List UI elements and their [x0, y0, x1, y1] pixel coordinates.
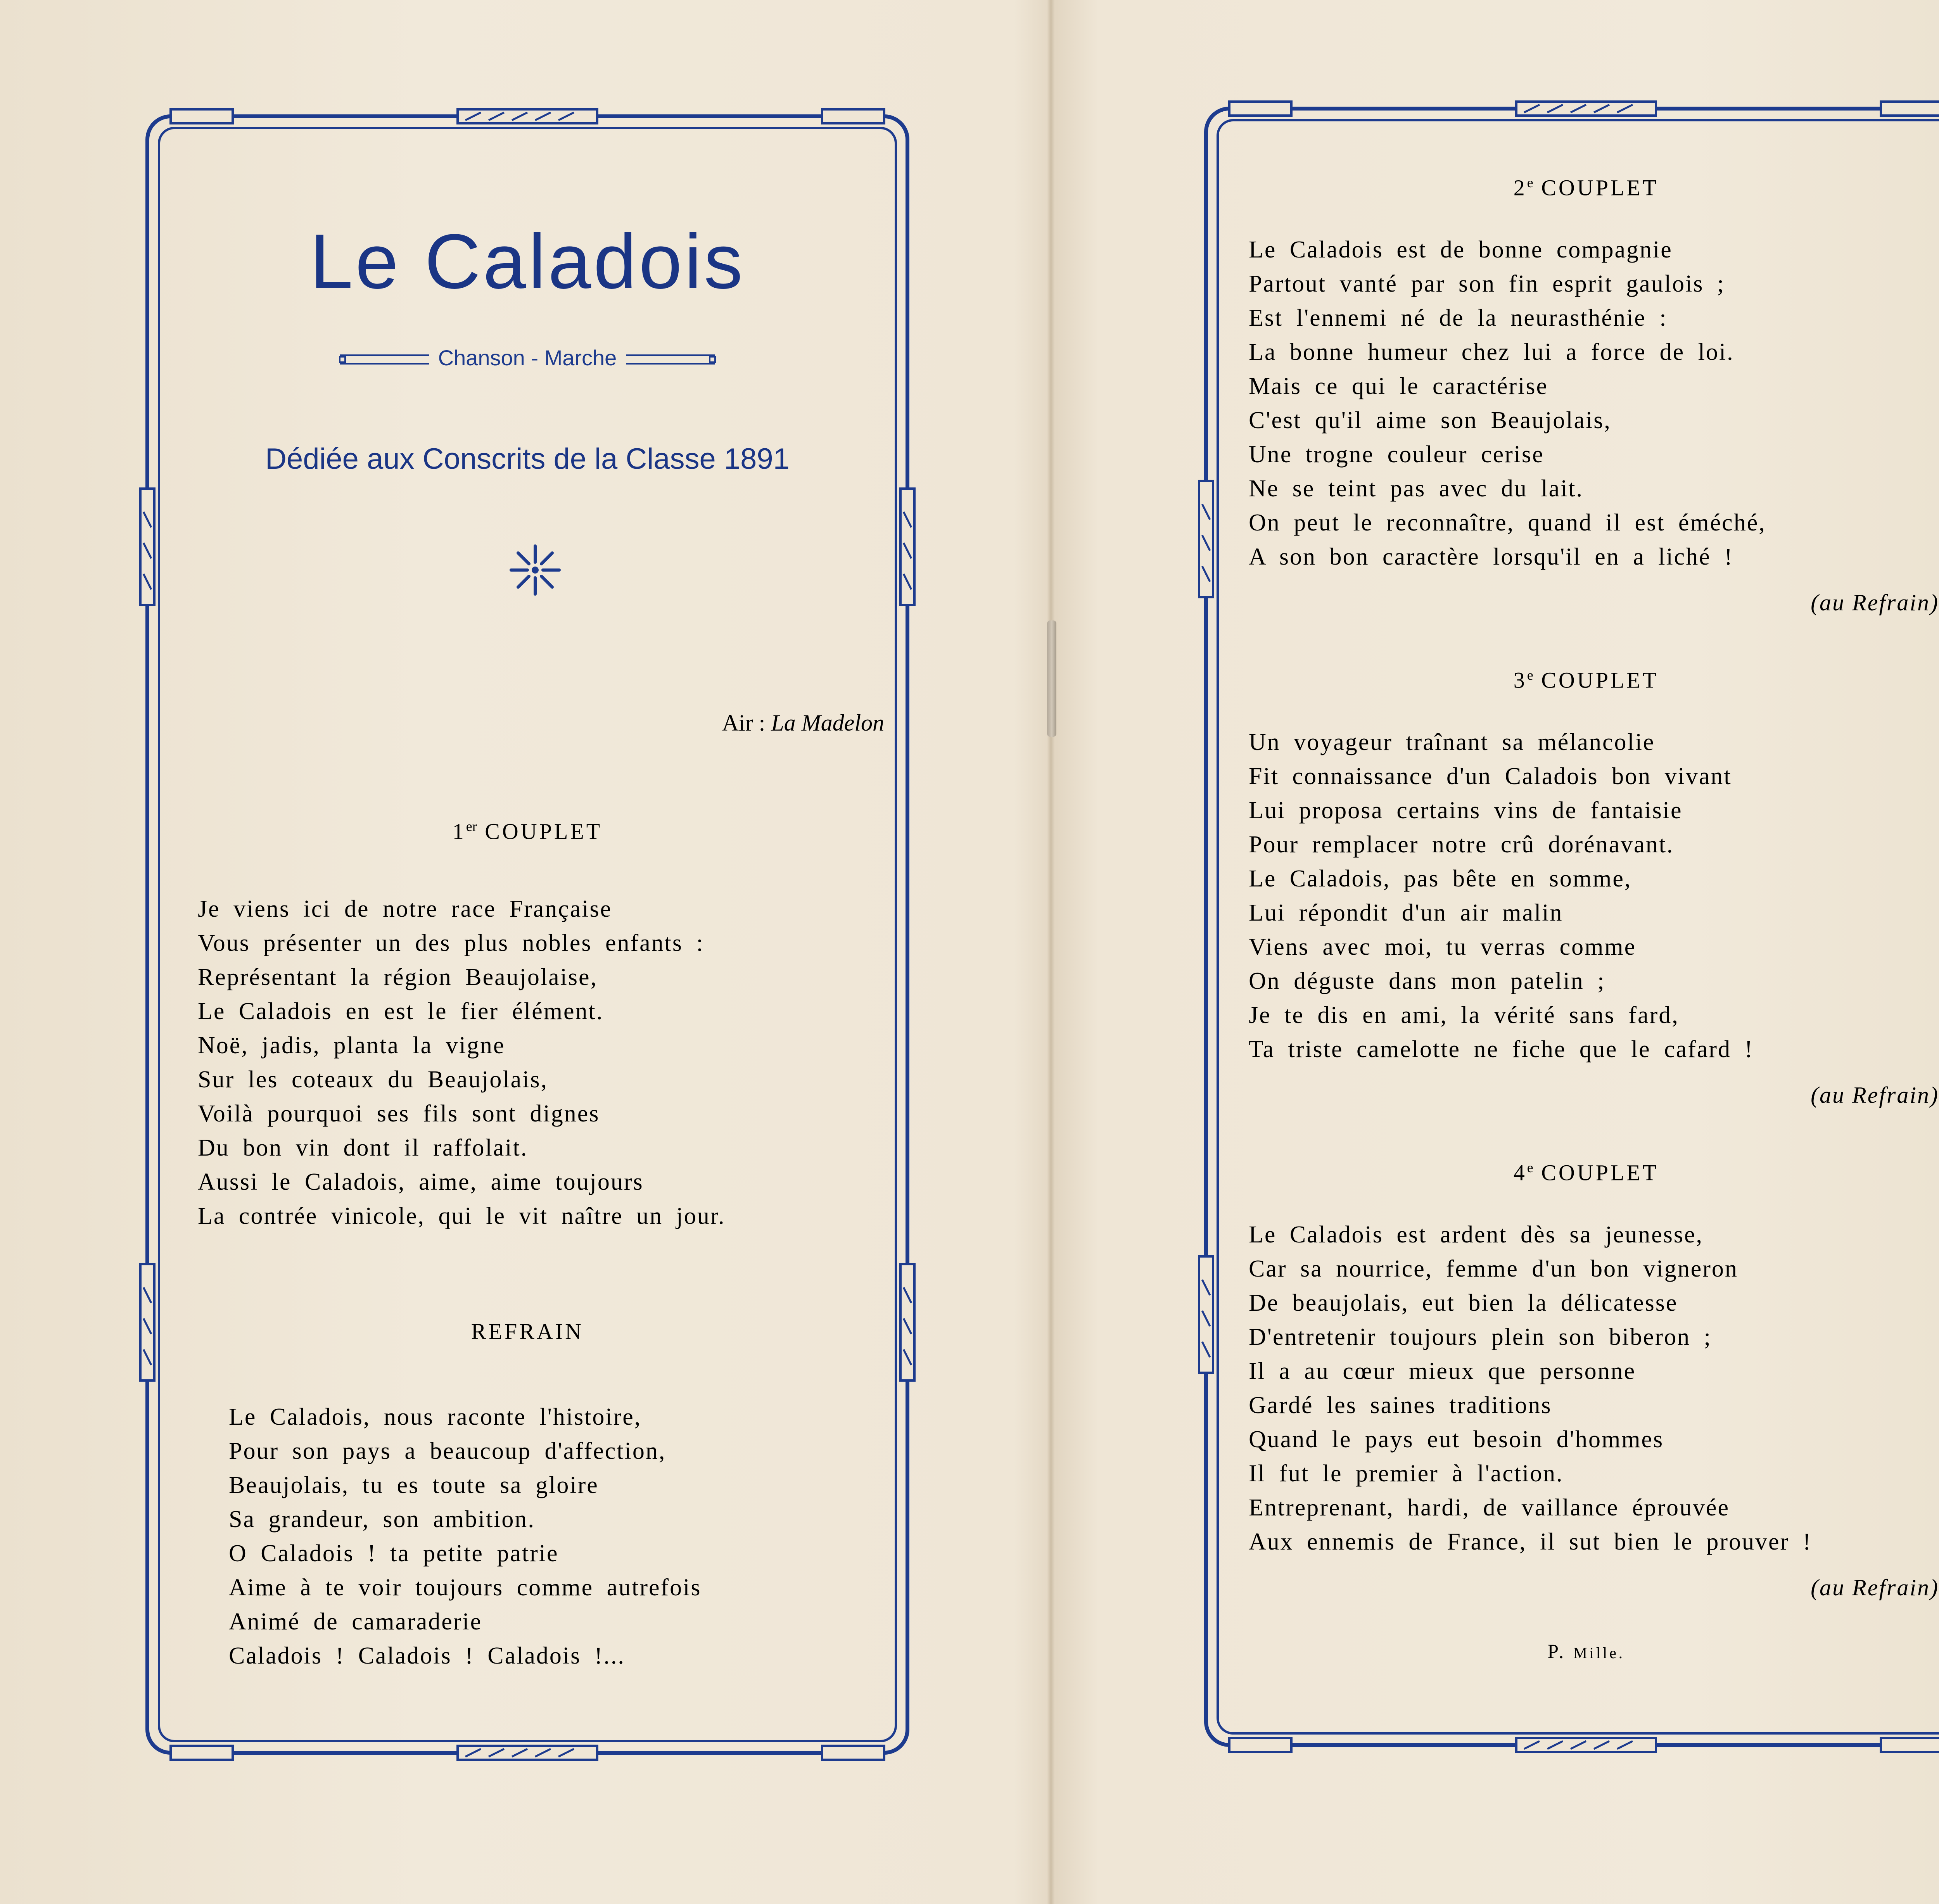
right-page [1191, 93, 1939, 1761]
couplet-2-verse [1249, 233, 1939, 574]
verse-line: Une trogne couleur cerise [1249, 441, 1544, 468]
couplet-4-number: 4 [1513, 1160, 1527, 1185]
verse-line: Beaujolais, tu es toute sa gloire [229, 1472, 599, 1498]
author-signature [1191, 1640, 1939, 1663]
couplet-3-word: COUPLET [1541, 667, 1659, 693]
verse-line: A son bon caractère lorsqu'il en a liché ! [1249, 544, 1733, 570]
verse-line: Je te dis en ami, la vérité sans fard, [1249, 1002, 1679, 1028]
couplet-1-ordinal: er [466, 819, 477, 834]
verse-line: Fit connaissance d'un Caladois bon vivant [1249, 763, 1732, 790]
couplet-2-number: 2 [1513, 175, 1527, 200]
verse-line: Sur les coteaux du Beaujolais, [198, 1066, 548, 1093]
left-page [132, 101, 923, 1768]
couplet-4-heading [1191, 1159, 1939, 1185]
verse-line: Animé de camaraderie [229, 1609, 482, 1635]
couplet-2-word: COUPLET [1541, 175, 1659, 200]
couplet-1-word: COUPLET [485, 819, 603, 844]
verse-line: Gardé les saines traditions [1249, 1392, 1552, 1418]
verse-line: Sa grandeur, son ambition. [229, 1506, 535, 1533]
couplet-2-ordinal: e [1527, 175, 1533, 190]
center-fold [1047, 0, 1055, 1904]
couplet-4-ordinal: e [1527, 1160, 1533, 1175]
couplet-3-ordinal: e [1527, 667, 1533, 683]
asterisk-flower-ornament [508, 543, 562, 597]
couplet-1-verse [198, 892, 907, 1233]
verse-line: Noë, jadis, planta la vigne [198, 1032, 505, 1059]
verse-line: C'est qu'il aime son Beaujolais, [1249, 407, 1611, 434]
refrain-heading: REFRAIN [471, 1319, 584, 1344]
refrain-verse [229, 1400, 907, 1673]
verse-line: Viens avec moi, tu verras comme [1249, 934, 1637, 960]
verse-line: Il fut le premier à l'action. [1249, 1460, 1564, 1487]
staple [1047, 620, 1056, 737]
left-rule-ornament [340, 354, 429, 365]
verse-line: Le Caladois est de bonne compagnie [1249, 237, 1673, 263]
verse-line: Représentant la région Beaujolaise, [198, 964, 598, 990]
verse-line: Entreprenant, hardi, de vaillance éprouvée [1249, 1495, 1730, 1521]
couplet-1-number: 1 [452, 819, 466, 844]
verse-line: Le Caladois, nous raconte l'histoire, [229, 1404, 642, 1430]
couplet-2-refrain-note: (au Refrain) [1811, 590, 1939, 615]
couplet-4-verse [1249, 1218, 1939, 1559]
verse-line: Du bon vin dont il raffolait. [198, 1135, 528, 1161]
air-label: Air : [722, 710, 766, 736]
subtitle-text: Chanson - Marche [438, 346, 617, 370]
couplet-4-refrain-note: (au Refrain) [1811, 1575, 1939, 1600]
song-subtitle [132, 345, 923, 370]
couplet-3-refrain-note: (au Refrain) [1811, 1082, 1939, 1108]
couplet-2-heading [1191, 175, 1939, 200]
verse-line: Aussi le Caladois, aime, aime toujours [198, 1169, 644, 1195]
air-tune: La Madelon [771, 710, 884, 736]
verse-line: Lui répondit d'un air malin [1249, 900, 1563, 926]
verse-line: Ta triste camelotte ne fiche que le cafard ! [1249, 1036, 1754, 1063]
verse-line: Caladois ! Caladois ! Caladois !... [229, 1643, 625, 1669]
dedication: Dédiée aux Conscrits de la Classe 1891 [265, 442, 790, 475]
verse-line: La contrée vinicole, qui le vit naître un jour. [198, 1203, 726, 1229]
author-initial: P. [1547, 1641, 1566, 1663]
tune-indication [722, 710, 884, 736]
couplet-4-word: COUPLET [1541, 1160, 1659, 1185]
verse-line: On déguste dans mon patelin ; [1249, 968, 1605, 994]
verse-line: Aime à te voir toujours comme autrefois [229, 1574, 702, 1601]
couplet-1-heading [132, 818, 923, 844]
right-rule-ornament [626, 354, 715, 365]
verse-line: Vous présenter un des plus nobles enfants : [198, 930, 704, 956]
verse-line: Aux ennemis de France, il sut bien le prouver ! [1249, 1529, 1812, 1555]
verse-line: Le Caladois, pas bête en somme, [1249, 866, 1632, 892]
verse-line: Voilà pourquoi ses fils sont dignes [198, 1101, 600, 1127]
verse-line: Lui proposa certains vins de fantaisie [1249, 797, 1683, 824]
verse-line: Je viens ici de notre race Française [198, 896, 612, 922]
verse-line: On peut le reconnaître, quand il est éméché, [1249, 510, 1766, 536]
verse-line: Est l'ennemi né de la neurasthénie : [1249, 305, 1668, 331]
verse-line: O Caladois ! ta petite patrie [229, 1540, 559, 1567]
verse-line: Car sa nourrice, femme d'un bon vigneron [1249, 1256, 1738, 1282]
song-title: Le Caladois [309, 218, 745, 305]
verse-line: Le Caladois en est le fier élément. [198, 998, 604, 1025]
verse-line: Le Caladois est ardent dès sa jeunesse, [1249, 1222, 1703, 1248]
couplet-3-heading [1191, 667, 1939, 693]
couplet-3-verse [1249, 725, 1939, 1066]
verse-line: La bonne humeur chez lui a force de loi. [1249, 339, 1734, 365]
verse-line: Pour remplacer notre crû dorénavant. [1249, 831, 1674, 858]
verse-line: Pour son pays a beaucoup d'affection, [229, 1438, 666, 1464]
couplet-3-number: 3 [1513, 667, 1527, 693]
verse-line: Il a au cœur mieux que personne [1249, 1358, 1636, 1384]
verse-line: Partout vanté par son fin esprit gaulois ; [1249, 271, 1725, 297]
author-name: Mille. [1573, 1644, 1625, 1662]
verse-line: Quand le pays eut besoin d'hommes [1249, 1426, 1664, 1453]
verse-line: Un voyageur traînant sa mélancolie [1249, 729, 1655, 755]
verse-line: De beaujolais, eut bien la délicatesse [1249, 1290, 1678, 1316]
verse-line: D'entretenir toujours plein son biberon ; [1249, 1324, 1712, 1350]
verse-line: Mais ce qui le caractérise [1249, 373, 1548, 399]
verse-line: Ne se teint pas avec du lait. [1249, 475, 1584, 502]
